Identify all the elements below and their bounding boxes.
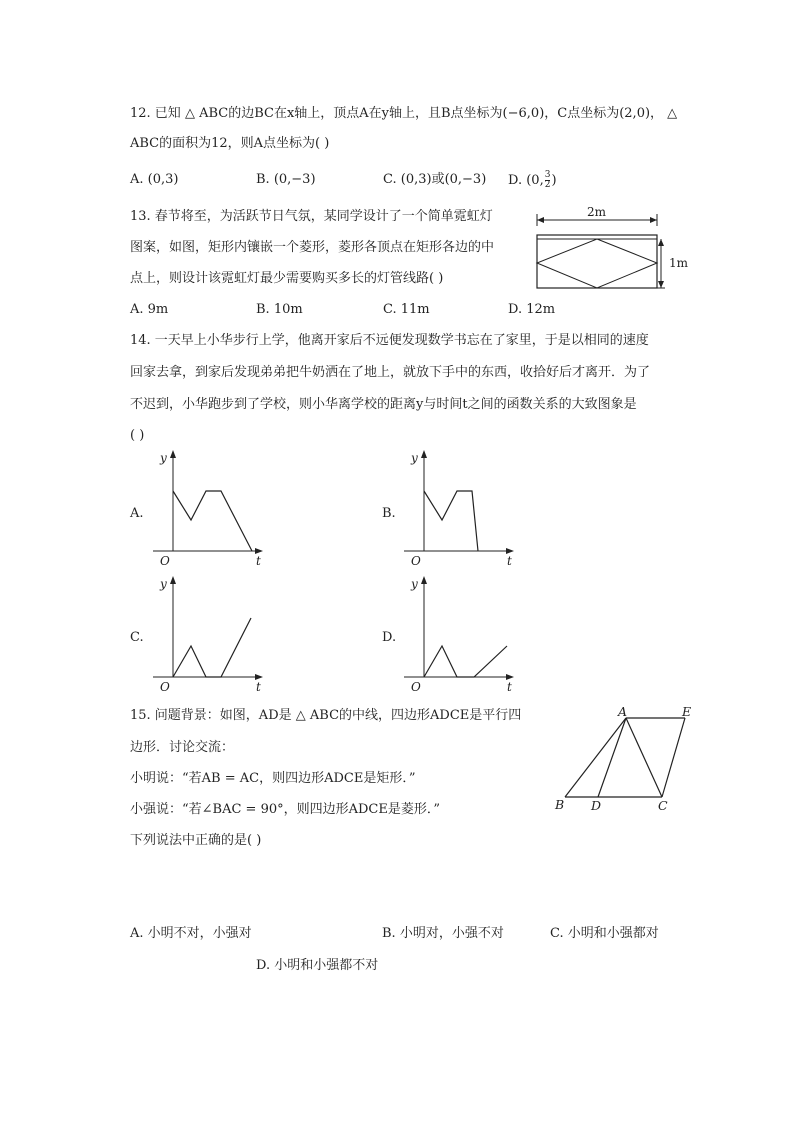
point-d-label: D [591, 798, 602, 813]
q14-stem-line4: ( ) [130, 428, 145, 443]
point-b-label: B [555, 797, 565, 812]
q13-option-a: A. 9m [130, 302, 169, 317]
q12-option-c: C. (0,3)或(0,−3) [383, 172, 487, 187]
q12-option-d-prefix: D. (0, [508, 173, 544, 188]
graph-a-x-label: t [256, 554, 261, 568]
segment-ac [626, 718, 662, 797]
graph-c-y-label: y [160, 577, 167, 591]
q15-stem-line3: 小明说：“若AB = AC，则四边形ADCE是矩形．” [130, 771, 416, 786]
q14-stem-line2: 回家去拿，到家后发现弟弟把牛奶洒在了地上，就放下手中的东西，收拾好后才离开．为了 [130, 365, 651, 380]
q14-graph-a-label: A. [130, 506, 144, 521]
graph-c-curve [173, 618, 251, 677]
q13-height-label: 1m [669, 256, 689, 270]
graph-c-x-label: t [256, 680, 261, 694]
q15-option-a: A. 小明不对，小强对 [130, 926, 252, 941]
q14-graph-b-label: B. [382, 506, 396, 521]
q12-fraction-denominator: 2 [544, 180, 551, 190]
q13-rectangle [537, 235, 657, 288]
q15-parallelogram-figure [552, 704, 702, 814]
q12-stem-line2: ABC的面积为12，则A点坐标为( ) [130, 136, 330, 151]
q14-graph-d-label: D. [382, 630, 397, 645]
q14-stem-line3: 不迟到，小华跑步到了学校，则小华离学校的距离y与时间t之间的函数关系的大致图象是 [130, 397, 637, 412]
q13-neon-figure [530, 205, 710, 295]
q12-option-b: B. (0,−3) [256, 172, 316, 187]
q12-option-a: A. (0,3) [130, 172, 179, 187]
graph-d-origin-label: O [411, 680, 421, 694]
graph-c-y-arrow [170, 576, 176, 584]
q13-width-label: 2m [587, 205, 607, 219]
point-e-label: E [682, 704, 692, 719]
q13-stem-line1: 13. 春节将至，为活跃节日气氛，某同学设计了一个简单霓虹灯 [130, 209, 493, 224]
q12-option-d-suffix: ) [551, 173, 557, 188]
q14-graph-c [150, 574, 280, 699]
graph-d-x-label: t [507, 680, 512, 694]
q13-stem-line3: 点上，则设计该霓虹灯最少需要购买多长的灯管线路( ) [130, 271, 444, 286]
graph-c-origin-label: O [160, 680, 170, 694]
q13-rhombus [537, 239, 657, 288]
q14-graph-b [401, 448, 531, 573]
graph-a-y-label: y [160, 451, 167, 465]
q15-stem-line5: 下列说法中正确的是( ) [130, 833, 262, 848]
segment-ad [598, 718, 626, 797]
q14-graph-c-label: C. [130, 630, 144, 645]
q14-graph-d [401, 574, 531, 699]
graph-d-y-arrow [421, 576, 427, 584]
graph-b-x-label: t [507, 554, 512, 568]
q13-option-b: B. 10m [256, 302, 303, 317]
q13-option-c: C. 11m [383, 302, 430, 317]
q12-option-d [508, 171, 557, 190]
q14-graph-a [150, 448, 280, 573]
graph-a-curve [173, 491, 252, 551]
point-c-label: C [658, 798, 668, 813]
graph-d-curve [424, 646, 507, 677]
q15-stem-line2: 边形．讨论交流： [130, 740, 235, 755]
q12-option-d-fraction [545, 171, 551, 190]
q15-option-c: C. 小明和小强都对 [550, 926, 659, 941]
q12-fraction-numerator: 3 [544, 170, 551, 180]
q13-height-arrow-top [658, 239, 664, 246]
point-a-label: A [618, 704, 628, 719]
graph-b-curve [424, 491, 478, 551]
q15-option-d: D. 小明和小强都不对 [256, 958, 379, 973]
graph-b-origin-label: O [411, 554, 421, 568]
q15-stem-line4: 小强说：“若∠BAC = 90°，则四边形ADCE是菱形．” [130, 802, 441, 817]
q12-stem-line1: 12. 已知 △ ABC的边BC在x轴上，顶点A在y轴上，且B点坐标为(−6,0)，C点坐标为(2,0)， △ [130, 106, 678, 121]
q15-stem-line1: 15. 问题背景：如图，AD是 △ ABC的中线，四边形ADCE是平行四 [130, 708, 522, 723]
q15-option-b: B. 小明对，小强不对 [382, 926, 504, 941]
q13-stem-line2: 图案，如图，矩形内镶嵌一个菱形，菱形各顶点在矩形各边的中 [130, 240, 495, 255]
graph-b-y-arrow [421, 450, 427, 458]
q13-height-arrow-bottom [658, 281, 664, 288]
segment-ce [662, 718, 685, 797]
graph-a-y-arrow [170, 450, 176, 458]
segment-ab [565, 718, 626, 797]
q13-width-arrow-right [650, 217, 657, 223]
graph-b-y-label: y [411, 451, 418, 465]
q14-stem-line1: 14. 一天早上小华步行上学，他离开家后不远便发现数学书忘在了家里，于是以相同的速度 [130, 333, 649, 348]
graph-a-origin-label: O [160, 554, 170, 568]
q13-option-d: D. 12m [508, 302, 556, 317]
graph-d-y-label: y [411, 577, 418, 591]
q13-width-arrow-left [537, 217, 544, 223]
